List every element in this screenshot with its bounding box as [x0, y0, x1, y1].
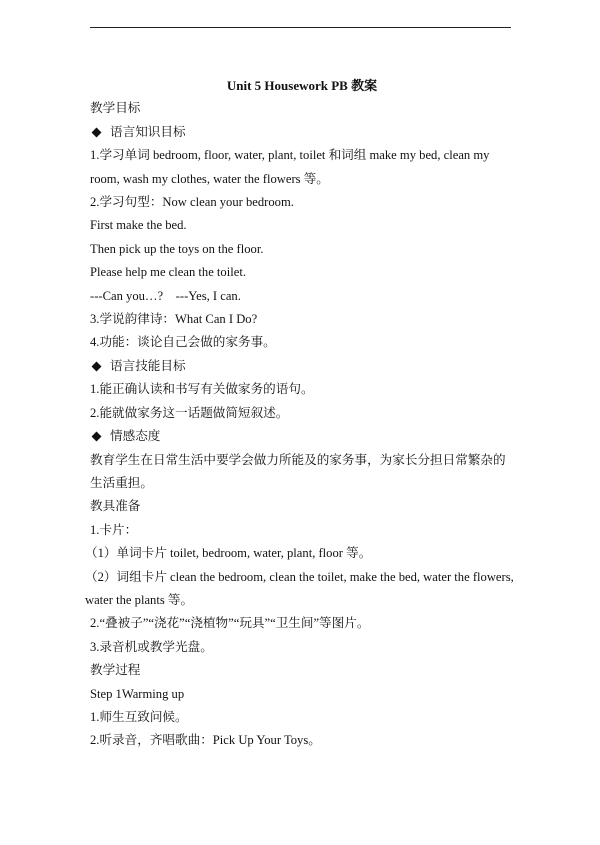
paragraph: Then pick up the toys on the floor. [90, 241, 264, 256]
paragraph: 2.“叠被子”“浇花”“浇植物”“玩具”“卫生间”等图片。 [90, 616, 370, 631]
paragraph: Please help me clean the toilet. [90, 265, 246, 280]
section-heading: 教学过程 [90, 663, 141, 678]
section-heading: 教学目标 [90, 101, 141, 116]
diamond-bullet-icon [92, 432, 102, 442]
paragraph: 1.能正确认读和书写有关做家务的语句。 [90, 382, 314, 397]
paragraph: （1）单词卡片 toilet, bedroom, water, plant, floor 等。 [85, 546, 372, 561]
paragraph: 教育学生在日常生活中要学会做力所能及的家务事，为家长分担日常繁杂的生活重担。 [90, 452, 506, 490]
paragraph: ---Can you…? ---Yes, I can. [90, 288, 241, 303]
bullet-item: 情感态度 [90, 425, 514, 448]
paragraph: （2）词组卡片 clean the bedroom, clean the toilet, make the bed, water the flowers, water the plants 等。 [85, 569, 514, 607]
paragraph: First make the bed. [90, 218, 187, 233]
lesson-plan-body [85, 74, 514, 753]
paragraph: 3.录音机或教学光盘。 [90, 639, 213, 654]
paragraph: 2.听录音，齐唱歌曲：Pick Up Your Toys。 [90, 733, 321, 748]
paragraph: 3.学说韵律诗：What Can I Do? [90, 312, 258, 327]
header-rule [90, 27, 511, 28]
paragraph: 1.师生互致问候。 [90, 709, 188, 724]
diamond-bullet-icon [92, 127, 102, 137]
diamond-bullet-icon [92, 362, 102, 372]
paragraph: 2.学习句型：Now clean your bedroom. [90, 195, 294, 210]
bullet-item: 语言技能目标 [90, 355, 514, 378]
paragraph: 1.学习单词 bedroom, floor, water, plant, toilet 和词组 make my bed, clean my room, wash my clothes, water the flowers 等。 [90, 148, 490, 186]
section-heading: 教具准备 [90, 499, 141, 514]
paragraph: 1.卡片： [90, 522, 138, 537]
document-title: Unit 5 Housework PB 教案 [226, 78, 378, 93]
paragraph: 2.能就做家务这一话题做简短叙述。 [90, 405, 289, 420]
step-heading: Step 1Warming up [90, 686, 185, 701]
bullet-item: 语言知识目标 [90, 121, 514, 144]
paragraph: 4.功能：谈论自己会做的家务事。 [90, 335, 276, 350]
